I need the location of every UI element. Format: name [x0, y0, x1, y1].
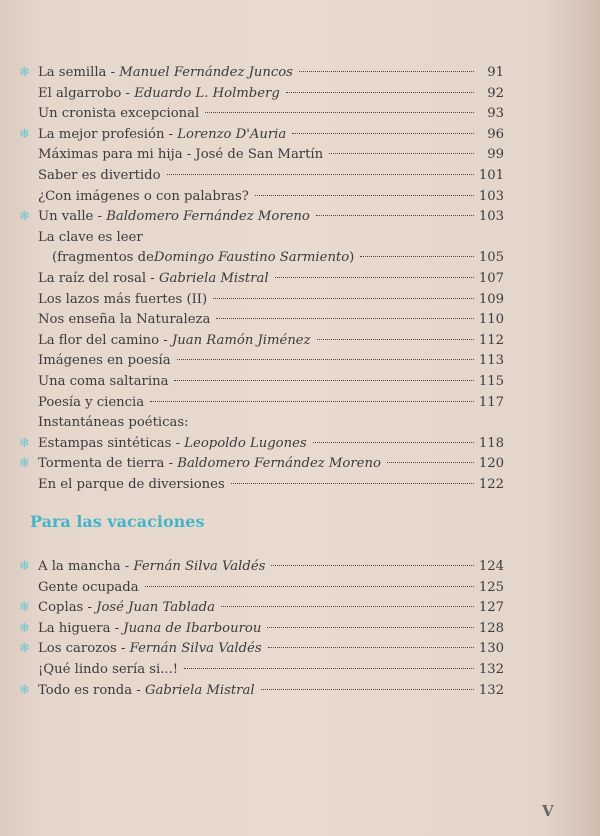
- snowflake-star-icon: ❄: [19, 600, 30, 616]
- page-number: 117: [478, 394, 504, 410]
- dot-leader: [267, 617, 474, 628]
- entry-suffix: ): [349, 250, 355, 266]
- author-separator: -: [164, 126, 178, 142]
- entry-title: La mejor profesión: [38, 126, 165, 142]
- entry-title: Instantáneas poéticas:: [38, 415, 189, 431]
- entry-author: Gabriela Mistral: [158, 271, 269, 286]
- page-number: 127: [478, 600, 504, 616]
- entry-title: ¿Con imágenes o con palabras?: [38, 188, 249, 204]
- dot-leader: [174, 370, 474, 381]
- toc-entry: [19, 206, 504, 228]
- dot-leader: [177, 349, 474, 360]
- entry-title: La flor del camino: [38, 332, 160, 348]
- entry-author: Baldomero Fernández Moreno: [106, 209, 310, 225]
- dot-leader: [216, 308, 474, 319]
- page-number: 120: [478, 456, 504, 472]
- dot-leader: [255, 185, 474, 196]
- entry-title: A la mancha: [38, 559, 121, 574]
- snowflake-star-icon: ❄: [19, 559, 30, 574]
- entry-title: La semilla: [38, 65, 107, 80]
- snowflake-star-icon: ❄: [19, 435, 30, 451]
- author-separator: -: [106, 65, 120, 80]
- page-number: 124: [478, 559, 504, 574]
- entry-author: José Juan Tablada: [96, 600, 215, 616]
- page-number: 103: [478, 188, 504, 204]
- dot-leader: [313, 432, 474, 443]
- entry-title: Imágenes en poesía: [38, 353, 171, 369]
- dot-leader: [271, 555, 474, 566]
- entry-author: Fernán Silva Valdés: [133, 559, 266, 574]
- entry-title: Saber es divertido: [38, 168, 161, 183]
- page-number: 110: [478, 312, 504, 328]
- dot-leader: [150, 391, 474, 402]
- author-separator: -: [121, 85, 135, 101]
- author-separator: -: [120, 559, 134, 574]
- page-number: 125: [478, 579, 504, 595]
- entry-author: Leopoldo Lugones: [184, 435, 307, 451]
- toc-entry: [38, 392, 504, 414]
- entry-title: Máximas para mi hija - José de San Martín: [38, 147, 324, 163]
- page-number: 91: [487, 65, 504, 80]
- toc-entry: [38, 474, 504, 496]
- dot-leader: [275, 267, 474, 278]
- page-number: 132: [478, 682, 504, 698]
- entry-title: ¡Qué lindo sería si...!: [38, 662, 179, 677]
- page-number: 130: [478, 641, 504, 657]
- entry-author: Manuel Fernández Juncos: [119, 65, 293, 80]
- entry-title: Estampas sintéticas: [38, 435, 172, 451]
- dot-leader: [213, 288, 474, 299]
- entry-title: Los carozos: [38, 641, 117, 657]
- dot-leader: [167, 164, 474, 175]
- page-number: 99: [487, 147, 504, 163]
- page-number: 92: [487, 85, 504, 101]
- snowflake-star-icon: ❄: [19, 620, 30, 636]
- entry-title: Nos enseña la Naturaleza: [38, 312, 211, 328]
- page-number: 101: [478, 168, 504, 183]
- author-separator: -: [171, 435, 185, 451]
- entry-title: Gente ocupada: [38, 579, 139, 595]
- entry-author: Juana de Ibarbourou: [123, 620, 262, 636]
- entry-author: Gabriela Mistral: [144, 682, 255, 698]
- entry-title: La raíz del rosal: [38, 271, 147, 286]
- page-number: 128: [478, 620, 504, 636]
- dot-leader: [299, 61, 474, 72]
- entry-author: Lorenzo D'Auria: [177, 126, 287, 142]
- page-folio: V: [542, 802, 554, 820]
- entry-author: Domingo Faustino Sarmiento: [153, 250, 350, 266]
- dot-leader: [329, 143, 474, 154]
- entry-author: Fernán Silva Valdés: [129, 641, 262, 657]
- entry-title: Una coma saltarina: [38, 374, 169, 389]
- author-separator: -: [146, 271, 159, 286]
- author-separator: -: [164, 456, 178, 472]
- page-number: 93: [487, 106, 504, 122]
- entry-author: Eduardo L. Holmberg: [134, 85, 280, 101]
- page-number: 109: [478, 291, 504, 307]
- entry-title: Poesía y ciencia: [38, 394, 145, 410]
- entry-title: La higuera: [38, 620, 111, 636]
- snowflake-star-icon: ❄: [19, 641, 30, 657]
- author-separator: -: [159, 332, 172, 348]
- dot-leader: [316, 205, 474, 216]
- dot-leader: [286, 82, 474, 93]
- entry-title: Todo es ronda: [38, 682, 133, 698]
- page-number: 118: [478, 435, 504, 451]
- page-number: 96: [487, 126, 504, 142]
- snowflake-star-icon: ❄: [19, 456, 30, 472]
- snowflake-star-icon: ❄: [19, 126, 30, 142]
- dot-leader: [221, 596, 474, 607]
- page-number: 105: [478, 250, 504, 266]
- snowflake-star-icon: ❄: [19, 209, 30, 225]
- entry-title: El algarrobo: [38, 85, 122, 101]
- dot-leader: [387, 452, 474, 463]
- entry-title: (fragmentos de: [52, 250, 154, 266]
- entry-title: La clave es leer: [38, 229, 143, 245]
- author-separator: -: [83, 600, 97, 616]
- dot-leader: [268, 637, 474, 648]
- author-separator: -: [116, 641, 130, 657]
- page-number: 107: [478, 271, 504, 286]
- dot-leader: [184, 658, 474, 669]
- entry-author: Baldomero Fernández Moreno: [177, 456, 381, 472]
- page-number: 113: [478, 353, 504, 369]
- entry-title: En el parque de diversiones: [38, 477, 225, 492]
- author-separator: -: [110, 620, 124, 636]
- dot-leader: [145, 576, 474, 587]
- snowflake-star-icon: ❄: [19, 682, 30, 698]
- entry-title: Los lazos más fuertes (II): [38, 291, 208, 307]
- dot-leader: [231, 473, 474, 484]
- page-number: 122: [478, 477, 504, 492]
- dot-leader: [317, 329, 474, 340]
- entry-title: Un valle: [38, 209, 94, 225]
- author-separator: -: [132, 682, 145, 698]
- section-heading-vacaciones: Para las vacaciones: [30, 512, 205, 531]
- page-number: 112: [478, 332, 504, 348]
- snowflake-star-icon: ❄: [19, 65, 30, 80]
- dot-leader: [205, 102, 474, 113]
- toc-entry: [19, 680, 504, 702]
- entry-title: Un cronista excepcional: [38, 106, 200, 122]
- dot-leader: [360, 246, 474, 257]
- entry-title: Coplas: [38, 600, 84, 616]
- dot-leader: [261, 679, 474, 690]
- page-number: 103: [478, 209, 504, 225]
- author-separator: -: [93, 209, 107, 225]
- dot-leader: [292, 123, 474, 134]
- entry-author: Juan Ramón Jiménez: [171, 332, 311, 348]
- page-number: 132: [478, 662, 504, 677]
- page-number: 115: [478, 374, 504, 389]
- entry-title: Tormenta de tierra: [38, 456, 165, 472]
